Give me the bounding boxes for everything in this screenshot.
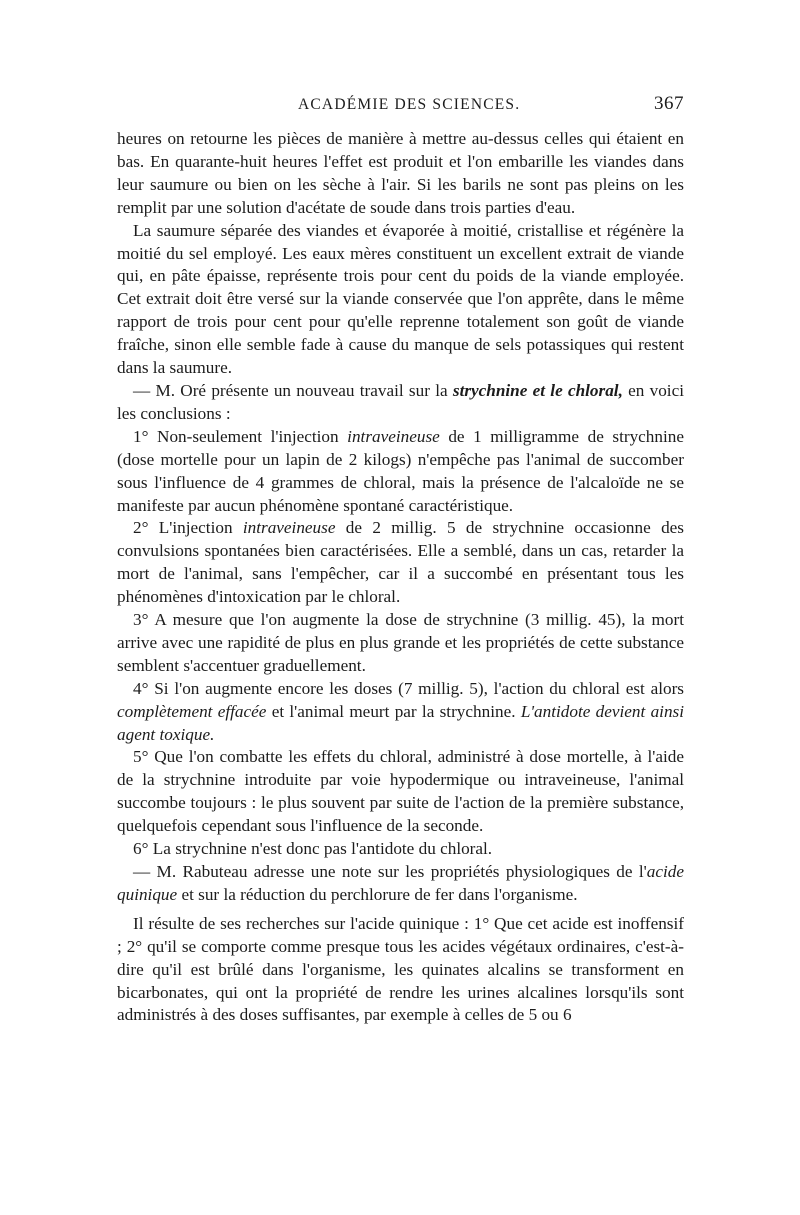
c4-text-a: 4° Si l'on augmente encore les doses (7 millig. 5), l'action du chloral est alors	[133, 678, 684, 698]
running-title: ACADÉMIE DES SCIENCES.	[298, 96, 521, 113]
ore-conclusion-2	[117, 517, 684, 609]
rabuteau-emphasis: acide quinique	[117, 862, 684, 904]
c1-emphasis: intraveineuse	[347, 426, 440, 446]
rabuteau-intro-end: et sur la réduction du perchlorure de fer dans l'organisme.	[177, 884, 578, 904]
ore-conclusion-5: 5° Que l'on combatte les effets du chloral, administré à dose mortelle, à l'aide de la strychnine introduite par voie hypodermique ou intraveineuse, l'animal succombe toujours : le plus souvent par suite de l'action de la première substance, quelquefois cependant sous l'influence de la seconde.	[117, 747, 684, 836]
paragraph-brine-continuation: heures on retourne les pièces de manière à mettre au-dessus celles qui étaient en bas. En quarante-huit heures l'effet est produit et l'on embarille les viandes dans leur saumure ou bien on les sèche à l'air. Si les barils ne sont pas pleins on les remplit par une solution d'acétate de soude dans trois parties d'eau.	[117, 129, 684, 217]
rabuteau-intro	[117, 861, 684, 907]
paragraph-saumure: La saumure séparée des viandes et évaporée à moitié, cristallise et régénère la moitié du sel employé. Les eaux mères constituent un excellent extrait de viande qui, en pâte épaisse, représente trois pour cent du poids de la viande employée. Cet extrait doit être versé sur la viande conservée que l'on apprête, dans le même rapport de trois pour cent pour qu'elle reprenne totalement son goût de viande fraîche, sinon elle semble fade à cause du manque de sels potassiques qui restent dans la saumure.	[117, 220, 684, 378]
c2-text-b: de 2 millig. 5 de strychnine occasionne des convulsions spontanées bien caractérisées. Elle a semblé, dans un cas, retarder la mort de l'animal, sans l'empêcher, car il a succombé en présentant tous les phénomènes d'intoxication par le chloral.	[117, 518, 684, 607]
ore-conclusion-4	[117, 678, 684, 747]
c4-emphasis-2: L'antidote devient ainsi agent toxique.	[117, 701, 685, 744]
page-body	[117, 128, 684, 1027]
c2-text-a: 2° L'injection	[133, 518, 243, 538]
ore-intro	[117, 380, 684, 426]
page-header	[117, 93, 684, 120]
document-page	[117, 93, 685, 1027]
ore-conclusion-3: 3° A mesure que l'on augmente la dose de strychnine (3 millig. 45), la mort arrive avec une rapidité de plus en plus grande et les propriétés de cette substance semblent s'accentuer graduellement.	[117, 610, 684, 675]
ore-conclusion-6: 6° La strychnine n'est donc pas l'antidote du chloral.	[133, 839, 493, 859]
ore-intro-emphasis: strychnine et le chloral,	[452, 380, 623, 400]
c2-emphasis: intraveineuse	[242, 518, 336, 538]
c1-text-a: 1° Non-seulement l'injection	[133, 426, 348, 446]
ore-intro-end: en voici les conclusions :	[117, 380, 684, 423]
page-number: 367	[654, 93, 684, 114]
c4-emphasis-1: complètement effacée	[117, 701, 267, 721]
ore-conclusion-1	[117, 426, 684, 518]
c4-text-b: et l'animal meurt par la strychnine.	[266, 701, 521, 721]
rabuteau-intro-text: — M. Rabuteau adresse une note sur les propriétés physiologiques de l'	[133, 862, 647, 881]
ore-intro-text: — M. Oré présente un nouveau travail sur la	[133, 380, 453, 400]
c1-text-b: de 1 milligramme de strychnine (dose mortelle pour un lapin de 2 kilogs) n'empêche pas l'animal de succomber sous l'influence de 4 grammes de chloral, mais la présence de l'alcaloïde ne se manifeste par aucun phénomène spontané caractéristique.	[117, 426, 684, 515]
rabuteau-result: Il résulte de ses recherches sur l'acide quinique : 1° Que cet acide est inoffensif ; 2° qu'il se comporte comme presque tous les acides végétaux ordinaires, c'est-à-dire qu'il est brûlé dans l'organisme, les quinates alcalins se transforment en bicarbonates, qui ont la propriété de rendre les urines alcalines lorsqu'ils sont administrés à des doses suffisantes, par exemple à celles de 5 ou 6	[117, 913, 684, 1025]
